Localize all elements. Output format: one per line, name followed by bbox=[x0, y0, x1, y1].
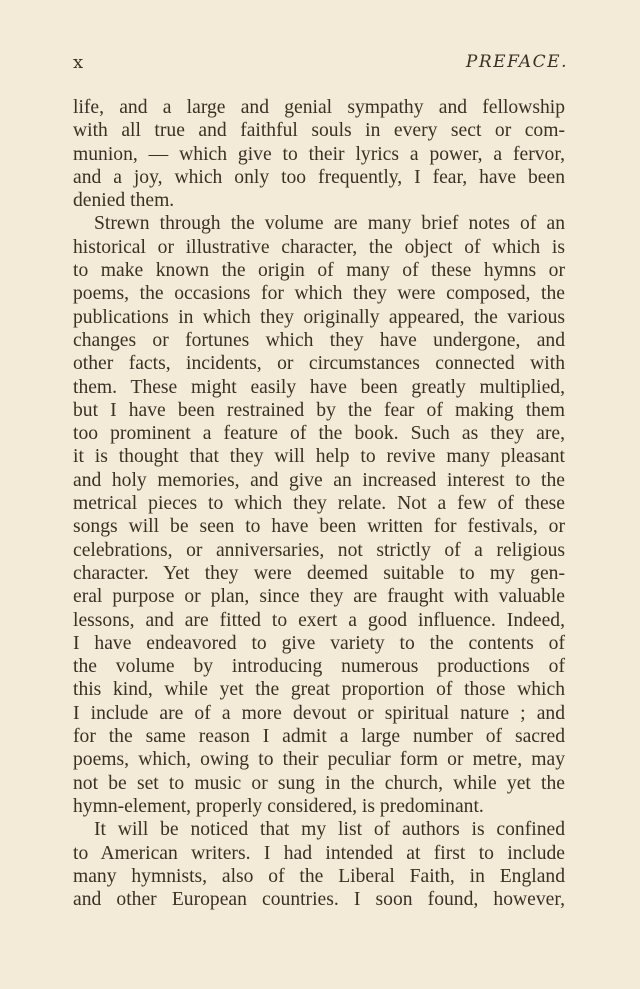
text-line: not be set to music or sung in the church, while yet the bbox=[73, 772, 565, 794]
text-line: and other European countries. I soon found, however, bbox=[73, 889, 565, 911]
text-line: celebrations, or anniversaries, not strictly of a religious bbox=[73, 539, 565, 561]
text-line: and a joy, which only too frequently, I fear, have been bbox=[73, 166, 565, 188]
text-line: them. These might easily have been greatly multiplied, bbox=[73, 376, 565, 398]
text-line: Strewn through the volume are many brief notes of an bbox=[94, 213, 565, 235]
text-line: eral purpose or plan, since they are fraught with valuable bbox=[73, 586, 565, 608]
text-line: I have endeavored to give variety to the contents of bbox=[73, 632, 565, 654]
page-number: x bbox=[73, 52, 84, 73]
text-line: this kind, while yet the great proportion of those which bbox=[73, 679, 565, 701]
body-text bbox=[73, 96, 565, 911]
text-line: too prominent a feature of the book. Such as they are, bbox=[73, 423, 565, 445]
text-line: many hymnists, also of the Liberal Faith, in England bbox=[73, 865, 565, 887]
text-line: It will be noticed that my list of authors is confined bbox=[94, 819, 565, 841]
text-line: I include are of a more devout or spiritual nature ; and bbox=[73, 702, 565, 724]
text-line: historical or illustrative character, the object of which is bbox=[73, 236, 565, 258]
text-line: to American writers. I had intended at first to include bbox=[73, 842, 565, 864]
text-line: poems, the occasions for which they were composed, the bbox=[73, 283, 565, 305]
text-line: it is thought that they will help to revive many pleasant bbox=[73, 446, 565, 468]
text-line: denied them. bbox=[73, 190, 175, 212]
text-line: with all true and faithful souls in every sect or com- bbox=[73, 120, 565, 142]
text-line: life, and a large and genial sympathy and fellowship bbox=[73, 97, 565, 118]
running-head bbox=[73, 52, 568, 76]
text-line: songs will be seen to have been written for festivals, or bbox=[73, 516, 565, 538]
text-line: for the same reason I admit a large number of sacred bbox=[73, 726, 565, 748]
text-line: lessons, and are fitted to exert a good influence. Indeed, bbox=[73, 609, 565, 631]
text-line: hymn-element, properly considered, is predominant. bbox=[73, 795, 484, 817]
text-line: character. Yet they were deemed suitable to my gen- bbox=[73, 562, 565, 584]
text-line: poems, which, owing to their peculiar form or metre, may bbox=[73, 749, 565, 771]
text-line: changes or fortunes which they have undergone, and bbox=[73, 329, 565, 351]
text-line: metrical pieces to which they relate. Not a few of these bbox=[73, 493, 565, 515]
text-line: the volume by introducing numerous productions of bbox=[73, 656, 565, 678]
text-line: and holy memories, and give an increased interest to the bbox=[73, 469, 565, 491]
text-line: publications in which they originally appeared, the various bbox=[73, 306, 565, 328]
text-line: munion, — which give to their lyrics a power, a fervor, bbox=[73, 143, 565, 165]
text-line: to make known the origin of many of these hymns or bbox=[73, 260, 565, 282]
running-head-title: PREFACE. bbox=[465, 52, 568, 72]
text-line: but I have been restrained by the fear of making them bbox=[73, 399, 565, 421]
text-line: other facts, incidents, or circumstances connected with bbox=[73, 353, 565, 375]
